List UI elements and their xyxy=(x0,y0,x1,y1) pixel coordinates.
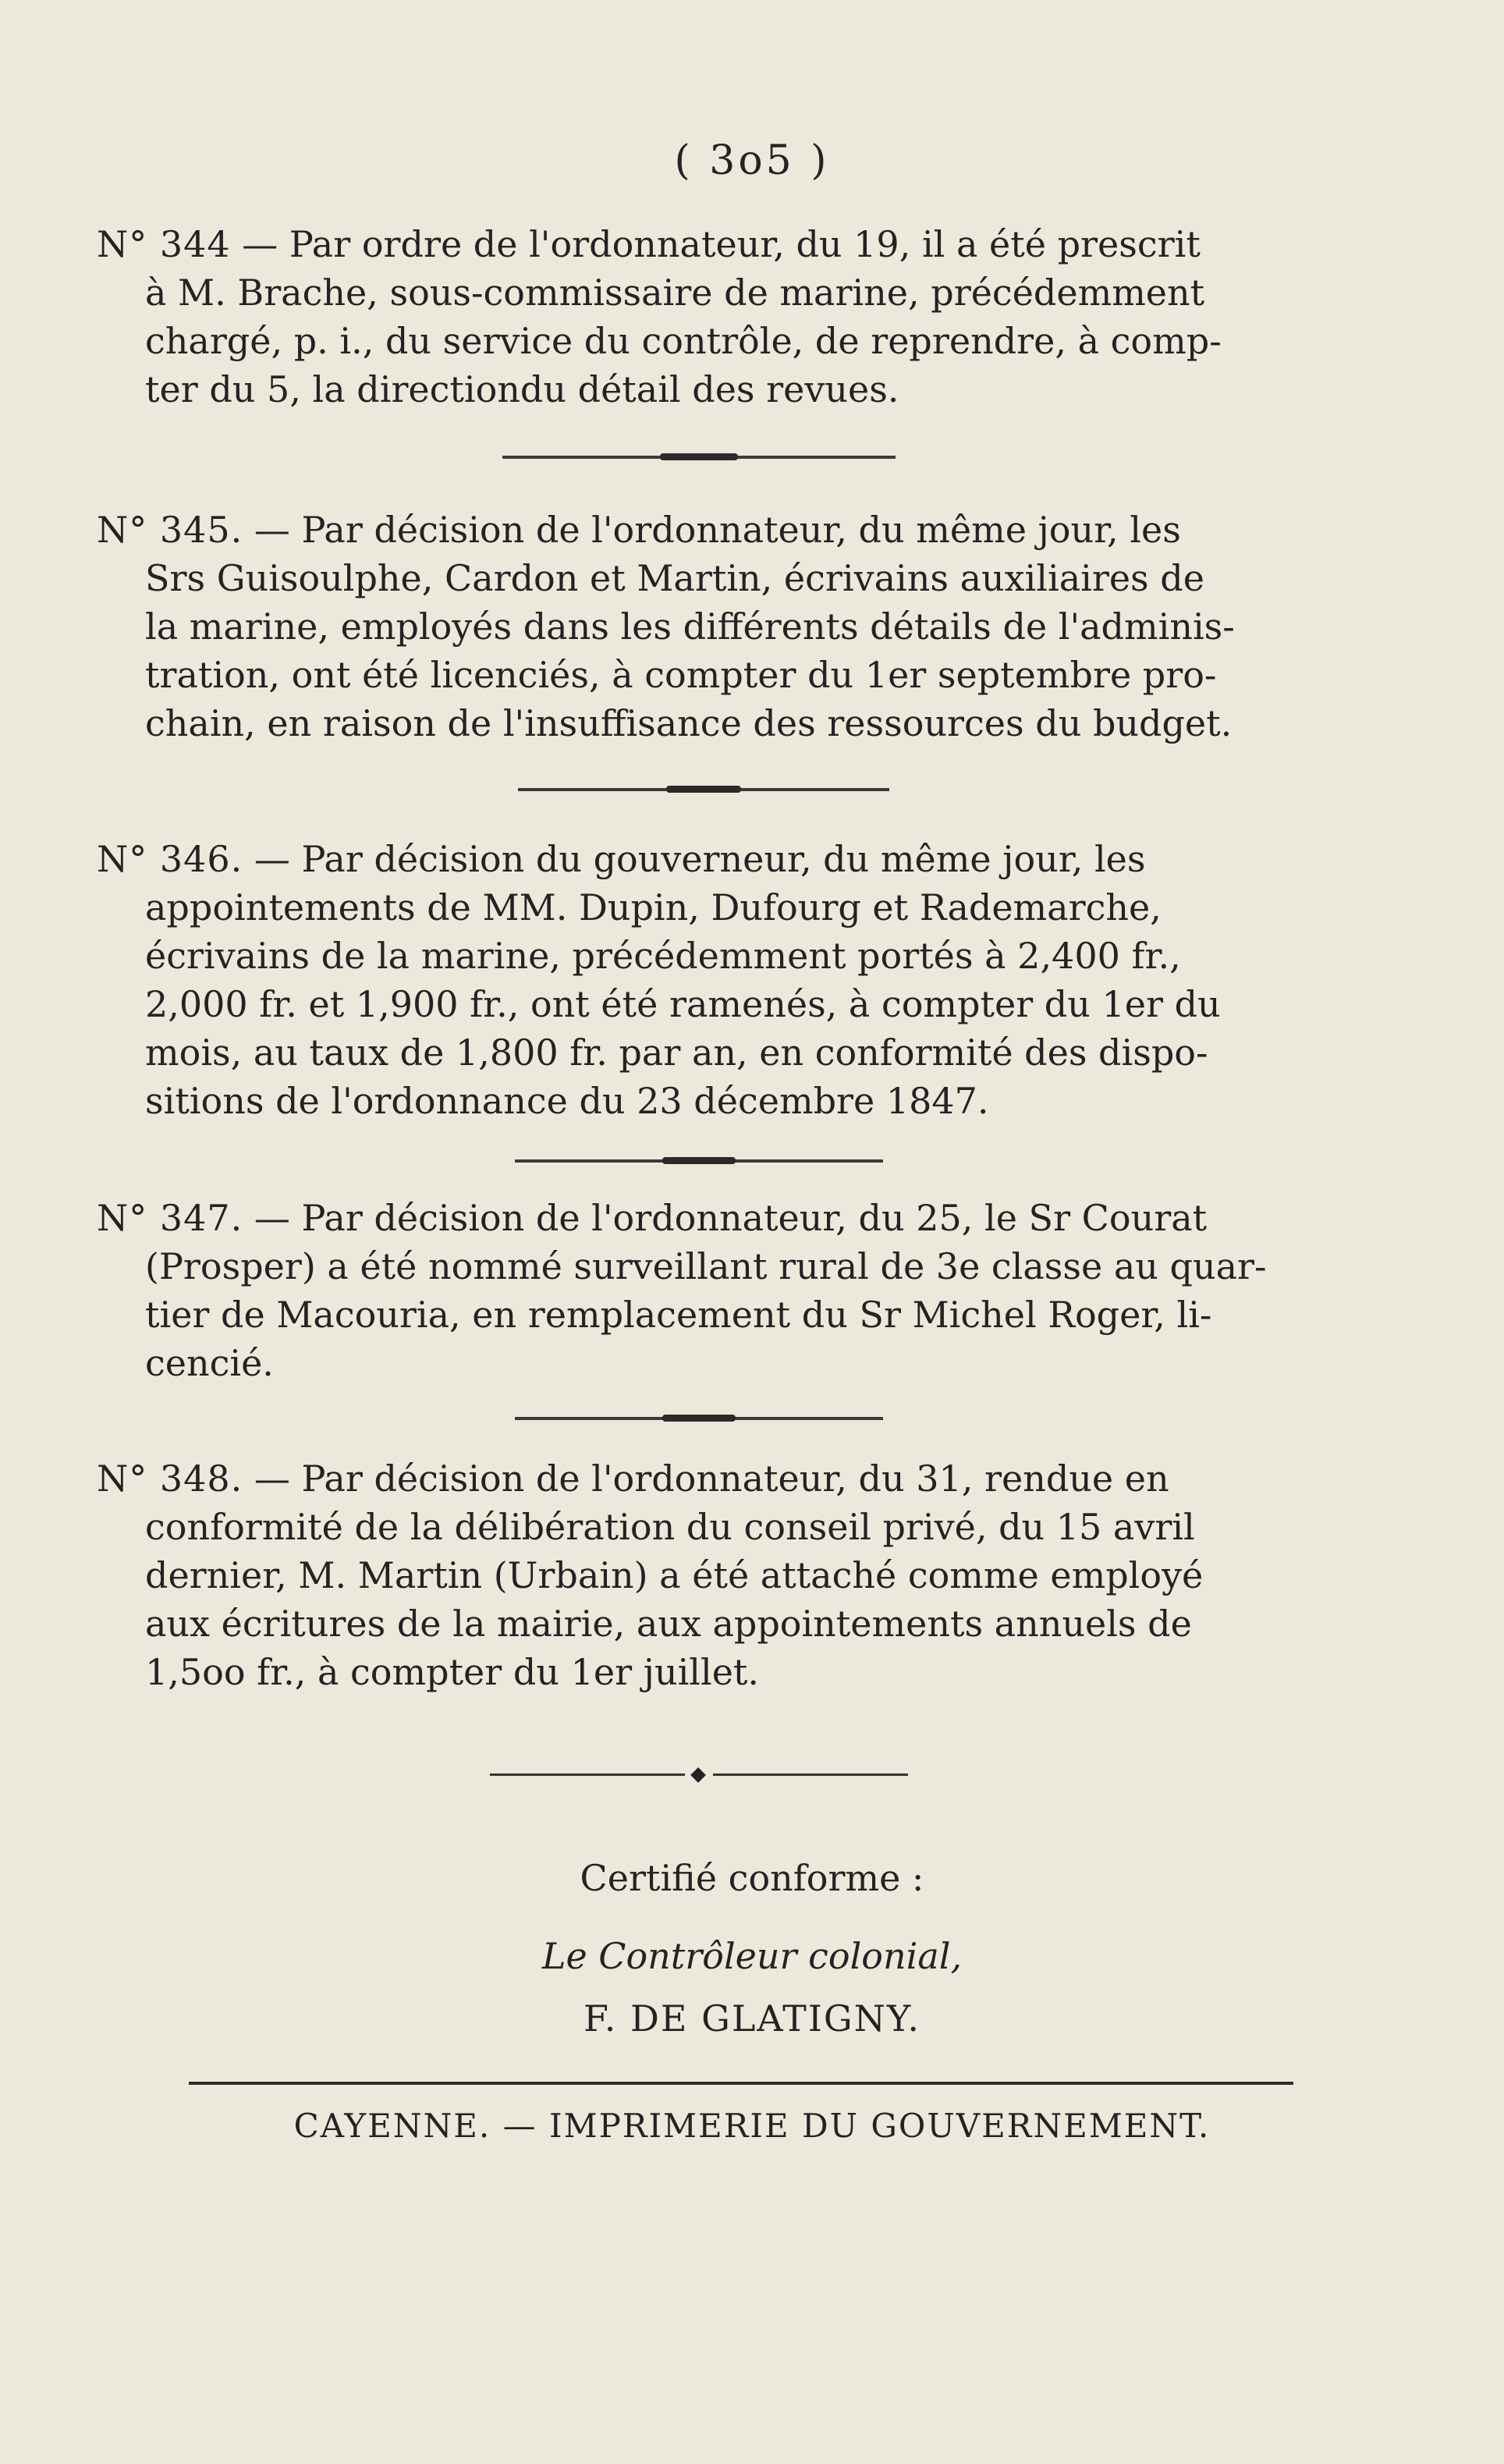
printer-footer: CAYENNE. — IMPRIMERIE DU GOUVERNEMENT. xyxy=(293,2107,1211,2145)
entry-number: N° 344 xyxy=(97,223,231,265)
entry-line: sitions de l'ordonnance du 23 décembre 1847. xyxy=(145,1080,989,1122)
separator-rule xyxy=(518,788,889,791)
entry-number: N° 345. xyxy=(97,509,243,551)
entry-line: mois, au taux de 1,800 fr. par an, en conformité des dispo- xyxy=(145,1031,1208,1074)
entry-number: N° 348. xyxy=(97,1457,243,1500)
entry-line: la marine, employés dans les différents détails de l'adminis- xyxy=(145,605,1235,648)
entry-line: dernier, M. Martin (Urbain) a été attaché comme employé xyxy=(145,1554,1204,1596)
certification-title: Le Contrôleur colonial, xyxy=(541,1935,963,1977)
entry-first-line xyxy=(97,1454,1303,1503)
footer-rule xyxy=(189,2082,1293,2085)
separator-rule xyxy=(515,1417,883,1420)
page-number: ( 3o5 ) xyxy=(674,137,830,184)
entry-line: aux écritures de la mairie, aux appointements annuels de xyxy=(145,1603,1192,1645)
entry-line: à M. Brache, sous-commissaire de marine, précédemment xyxy=(145,272,1205,314)
entry-line: cencié. xyxy=(145,1342,274,1384)
entry-346 xyxy=(97,835,1303,1125)
certification-line: Certifié conforme : xyxy=(580,1857,924,1899)
entry-line: 1,5oo fr., à compter du 1er juillet. xyxy=(145,1651,760,1693)
certification-signature: F. DE GLATIGNY. xyxy=(584,1997,920,2040)
entry-number: N° 346. xyxy=(97,838,243,880)
entry-line: Srs Guisoulphe, Cardon et Martin, écrivains auxiliaires de xyxy=(145,557,1204,599)
diamond-icon xyxy=(690,1767,706,1783)
entry-text: — Par décision de l'ordonnateur, du même jour, les xyxy=(254,509,1181,551)
entry-number: N° 347. xyxy=(97,1197,243,1239)
entry-line: conformité de la délibération du conseil privé, du 15 avril xyxy=(145,1506,1195,1548)
entry-first-line xyxy=(97,835,1303,883)
entry-text: — Par ordre de l'ordonnateur, du 19, il a été prescrit xyxy=(242,223,1201,265)
entry-line: chargé, p. i., du service du contrôle, de reprendre, à comp- xyxy=(145,320,1222,362)
ornament-rule xyxy=(490,1770,908,1781)
separator-rule xyxy=(502,456,896,459)
entry-345 xyxy=(97,506,1303,747)
entry-line: chain, en raison de l'insuffisance des ressources du budget. xyxy=(145,702,1233,744)
separator-rule xyxy=(515,1159,883,1163)
entry-line: tration, ont été licenciés, à compter du 1er septembre pro- xyxy=(145,654,1217,696)
entry-text: — Par décision de l'ordonnateur, du 31, rendue en xyxy=(254,1457,1169,1500)
entry-line: écrivains de la marine, précédemment portés à 2,400 fr., xyxy=(145,935,1181,977)
entry-line: 2,000 fr. et 1,900 fr., ont été ramenés, à compter du 1er du xyxy=(145,983,1221,1025)
entry-line: appointements de MM. Dupin, Dufourg et Rademarche, xyxy=(145,886,1162,928)
entry-first-line xyxy=(97,220,1303,268)
entry-line: ter du 5, la directiondu détail des revues. xyxy=(145,368,899,410)
entry-text: — Par décision du gouverneur, du même jour, les xyxy=(254,838,1146,880)
entry-348 xyxy=(97,1454,1303,1696)
entry-first-line xyxy=(97,506,1303,554)
entry-text: — Par décision de l'ordonnateur, du 25, le Sr Courat xyxy=(254,1197,1208,1239)
entry-347 xyxy=(97,1194,1303,1387)
entry-line: (Prosper) a été nommé surveillant rural de 3e classe au quar- xyxy=(145,1245,1267,1287)
entry-first-line xyxy=(97,1194,1303,1242)
entry-344 xyxy=(97,220,1303,414)
entry-line: tier de Macouria, en remplacement du Sr Michel Roger, li- xyxy=(145,1294,1212,1336)
